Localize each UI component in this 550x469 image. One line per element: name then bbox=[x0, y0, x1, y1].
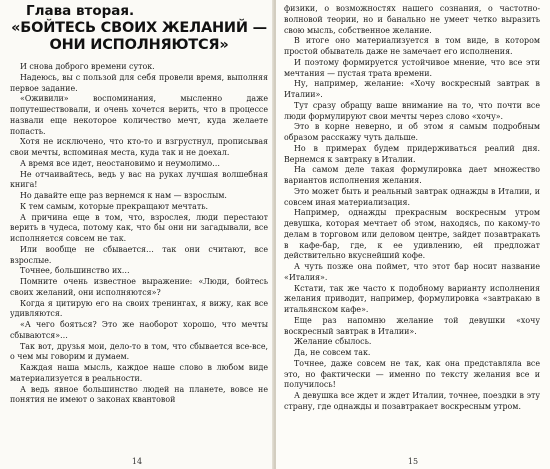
paragraph: Так вот, друзья мои, дело-то в том, что сбывается все-все, о чем мы говорим и думаем. bbox=[10, 341, 268, 362]
paragraph: «А чего бояться? Это же наоборот хорошо, что мечты сбываются»… bbox=[10, 320, 268, 340]
paragraph: Или вообще не сбывается… так они считают, все взрослые. bbox=[10, 244, 268, 265]
chapter-title bbox=[10, 20, 268, 54]
page-number-right: 15 bbox=[407, 457, 419, 466]
paragraph: Точнее, большинство их… bbox=[20, 266, 130, 276]
chapter-label: Глава вторая. bbox=[26, 3, 135, 19]
left-page bbox=[0, 0, 274, 469]
paragraph: А время все идет, неостановимо и неумолимо… bbox=[20, 158, 221, 168]
right-body-text bbox=[284, 4, 540, 413]
page-number-left: 14 bbox=[131, 457, 143, 466]
paragraph: Но давайте еще раз вернемся к нам — взрослым. bbox=[20, 191, 227, 200]
paragraph: Еще раз напомню желание той девушки «хочу воскресный завтрак в Италии». bbox=[284, 315, 540, 336]
paragraph: Когда я цитирую его на своих тренингах, я вижу, как все удивляются. bbox=[10, 298, 268, 319]
paragraph: Да, не совсем так. bbox=[294, 348, 371, 357]
paragraph: Помните очень известное выражение: «Люди, бойтесь своих желаний, они исполняются»? bbox=[10, 277, 268, 297]
paragraph: К тем самым, которые прекращают мечтать. bbox=[20, 201, 209, 211]
paragraph: Но в примерах будем придерживаться реалий дня. Вернемся к завтраку в Италии. bbox=[284, 143, 540, 164]
paragraph: физики, о возможностях нашего сознания, о частотно-волновой теории, но и банально не умеет четко выразить свою мысль, собственное желание. bbox=[284, 4, 540, 35]
paragraph: А чуть позже она поймет, что этот бар носит название «Италия». bbox=[284, 262, 540, 282]
paragraph: А ведь явное большинство людей на планете, вовсе не понятия не имеют о законах квантовой bbox=[10, 384, 268, 405]
chapter-title-line-2: ОНИ ИСПОЛНЯЮТСЯ» bbox=[49, 37, 229, 53]
paragraph: Ну, например, желание: «Хочу воскресный завтрак в Италии». bbox=[284, 79, 540, 99]
paragraph: А девушка все ждет и ждет Италии, точнее, поездки в эту страну, где однажды и позавтракает воскресным утром. bbox=[284, 391, 540, 411]
paragraph: «Оживили» воспоминания, мысленно даже попутешествовали, и очень хочется верить, что в процессе назвали еще некоторое количество мечт, куда желаете попасть. bbox=[10, 94, 268, 136]
paragraph: Например, однажды прекрасным воскресным утром девушка, которая мечтает об этом, находясь, по какому-то делам в торговом или деловом центре, зайдет позавтракать в кафе-бар, где, к ее удивлению, ей предложат действительно вкуснейший кофе. bbox=[284, 208, 540, 261]
paragraph: Желание сбылось. bbox=[294, 337, 372, 347]
paragraph: Кстати, так же часто к подобному варианту исполнения желания приводит, например, формулировка «завтракаю в итальянском кафе». bbox=[284, 283, 540, 314]
right-page bbox=[276, 0, 550, 469]
paragraph: Хотя не исключено, что кто-то и взгрустнул, прописывая свои мечты, вспоминая места, куда так и не доехал. bbox=[10, 137, 268, 157]
paragraph: На самом деле такая формулировка дает множество вариантов исполнения желания. bbox=[284, 165, 540, 185]
paragraph: Это может быть и реальный завтрак однажды в Италии, и совсем иная материализация. bbox=[284, 186, 540, 207]
paragraph: Тут сразу обращу ваше внимание на то, что почти все люди формулируют свои мечты через слово «хочу». bbox=[284, 100, 540, 121]
paragraph: И поэтому формируется устойчивое мнение, что все эти мечтания — пустая трата времени. bbox=[284, 57, 540, 78]
paragraph: В итоге оно материализуется в том виде, в котором простой обыватель даже не замечает его исполнения. bbox=[284, 36, 540, 56]
paragraph: И снова доброго времени суток. bbox=[20, 62, 155, 71]
paragraph: Это в корне неверно, и об этом я самым подробным образом расскажу чуть дальше. bbox=[284, 122, 540, 142]
left-body-text bbox=[10, 62, 268, 406]
paragraph: Надеюсь, вы с пользой для себя провели время, выполняя первое задание. bbox=[10, 72, 268, 93]
chapter-title-line-1: «БОЙТЕСЬ СВОИХ ЖЕЛАНИЙ — bbox=[11, 20, 267, 36]
paragraph: Точнее, даже совсем не так, как она представляла все это, но фактически — именно по тексту желания все и получилось! bbox=[284, 358, 540, 390]
paragraph: Каждая наша мысль, каждое наше слово в любом виде материализуется в реальности. bbox=[10, 363, 268, 383]
paragraph: А причина еще в том, что, взрослея, люди перестают верить в чудеса, потому как, что бы они ни загадывали, все исполняется совсем не так. bbox=[10, 212, 268, 243]
paragraph: Не отчаивайтесь, ведь у вас на руках лучшая волшебная книга! bbox=[10, 169, 268, 190]
